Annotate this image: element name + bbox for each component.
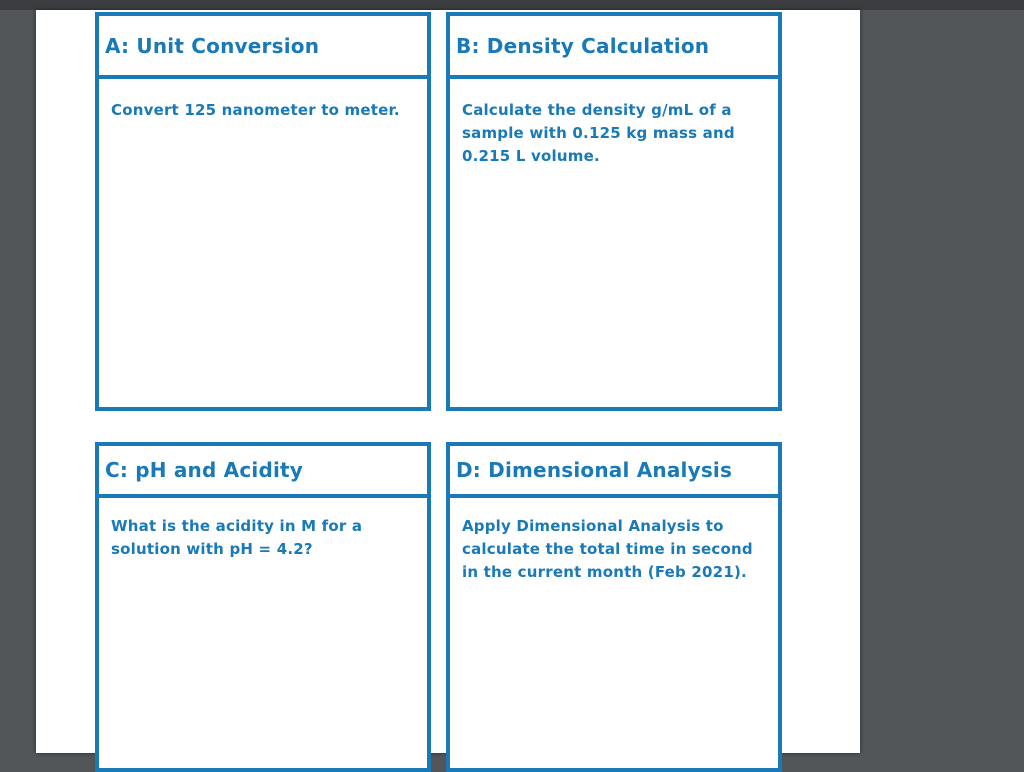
card-question: What is the acidity in M for a solution with pH = 4.2? — [111, 517, 363, 558]
card-ph-acidity — [95, 442, 431, 772]
card-question: Apply Dimensional Analysis to calculate the total time in second in the current month (Feb 2021). — [462, 517, 753, 581]
card-title: C: pH and Acidity — [99, 446, 427, 498]
card-title: D: Dimensional Analysis — [450, 446, 778, 498]
viewer-top-bar — [0, 0, 1024, 10]
card-title: A: Unit Conversion — [99, 16, 427, 79]
card-dimensional-analysis — [446, 442, 782, 772]
document-page — [36, 10, 860, 753]
card-unit-conversion — [95, 12, 431, 411]
card-density-calculation — [446, 12, 782, 411]
card-question: Convert 125 nanometer to meter. — [111, 101, 400, 119]
card-question: Calculate the density g/mL of a sample with 0.125 kg mass and 0.215 L volume. — [462, 101, 735, 165]
card-title: B: Density Calculation — [450, 16, 778, 79]
